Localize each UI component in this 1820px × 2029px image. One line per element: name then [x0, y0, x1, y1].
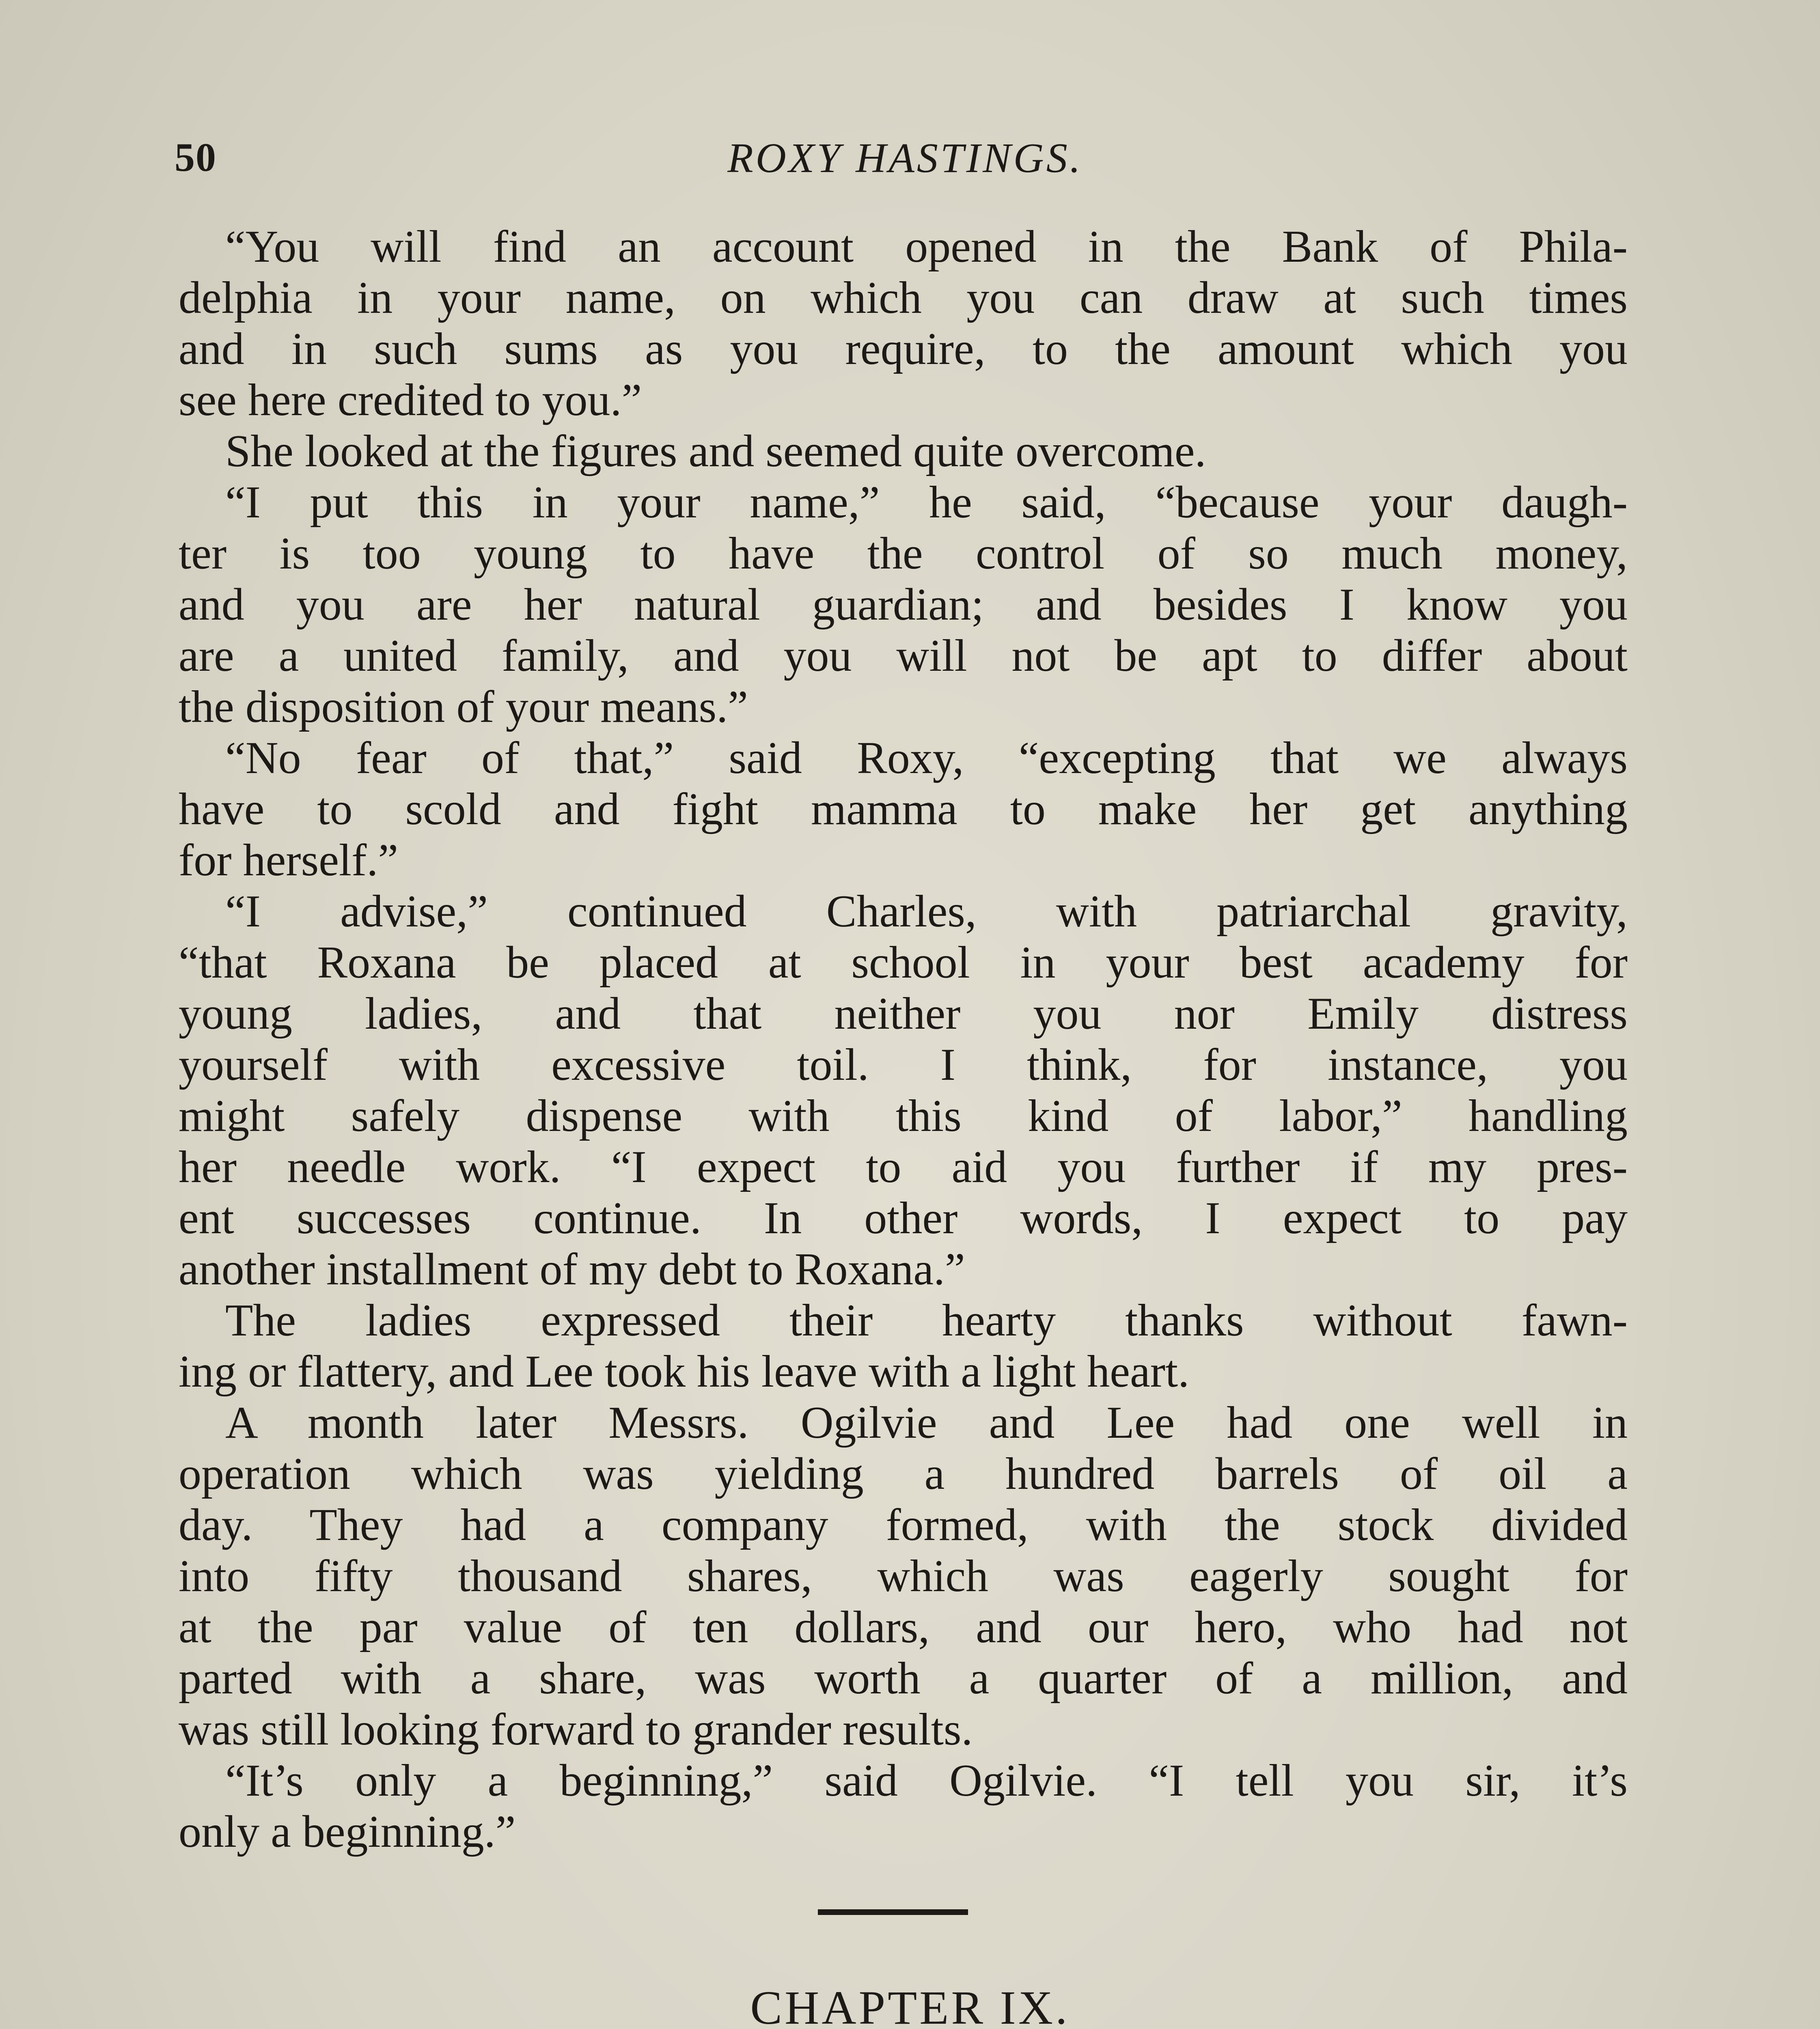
page-number: 50: [175, 135, 217, 180]
body-text-section-1: [179, 221, 1628, 1857]
text-line: another installment of my debt to Roxana.”: [179, 1244, 965, 1295]
text-line: operation which was yielding a hundred barrels of oil a: [179, 1449, 1628, 1499]
text-line: “that Roxana be placed at school in your best academy for: [179, 937, 1628, 988]
text-line: the disposition of your means.”: [179, 682, 748, 732]
text-line: for herself.”: [179, 835, 399, 885]
text-line: was still looking forward to grander results.: [179, 1704, 973, 1755]
text-line: into fifty thousand shares, which was eagerly sought for: [179, 1551, 1628, 1601]
text-line: might safely dispense with this kind of labor,” handling: [179, 1091, 1628, 1141]
paragraph: [179, 886, 1628, 1295]
paragraph: [179, 477, 1628, 732]
paragraph: [179, 732, 1628, 886]
text-line: ent successes continue. In other words, I expect to pay: [179, 1193, 1628, 1243]
text-line: “I advise,” continued Charles, with patriarchal gravity,: [225, 886, 1628, 937]
text-line: “It’s only a beginning,” said Ogilvie. “I tell you sir, it’s: [225, 1755, 1628, 1806]
text-line: ing or flattery, and Lee took his leave with a light heart.: [179, 1346, 1190, 1397]
paragraph: [179, 1755, 1628, 1857]
text-line: ter is too young to have the control of so much money,: [179, 528, 1628, 579]
paragraph: [179, 426, 1628, 477]
running-head: [175, 134, 1636, 191]
paragraph: [179, 1295, 1628, 1397]
paragraph: [179, 221, 1628, 426]
text-line: “I put this in your name,” he said, “because your daugh-: [225, 477, 1628, 528]
text-line: A month later Messrs. Ogilvie and Lee had one well in: [225, 1398, 1628, 1448]
text-line: “You will find an account opened in the Bank of Phila-: [225, 222, 1628, 272]
text-line: and in such sums as you require, to the amount which you: [179, 324, 1628, 374]
running-title: ROXY HASTINGS.: [727, 135, 1083, 181]
text-line: “No fear of that,” said Roxy, “excepting that we always: [225, 733, 1628, 783]
paragraph: [179, 1397, 1628, 1755]
text-line: at the par value of ten dollars, and our hero, who had not: [179, 1602, 1628, 1652]
text-line: have to scold and fight mamma to make her get anything: [179, 784, 1628, 834]
text-line: her needle work. “I expect to aid you further if my pres-: [179, 1142, 1628, 1192]
chapter-title: CHAPTER IX.: [750, 1981, 1070, 2029]
text-line: The ladies expressed their hearty thanks without fawn-: [225, 1295, 1628, 1346]
section-divider-rule: [818, 1909, 968, 1915]
text-line: She looked at the figures and seemed quite overcome.: [225, 426, 1206, 476]
text-line: young ladies, and that neither you nor Emily distress: [179, 989, 1628, 1039]
text-line: day. They had a company formed, with the stock divided: [179, 1500, 1628, 1550]
text-line: delphia in your name, on which you can draw at such times: [179, 273, 1628, 323]
text-line: only a beginning.”: [179, 1807, 516, 1857]
text-line: are a united family, and you will not be apt to differ about: [179, 631, 1628, 681]
text-line: parted with a share, was worth a quarter of a million, and: [179, 1653, 1628, 1704]
text-line: see here credited to you.”: [179, 375, 642, 425]
text-line: and you are her natural guardian; and besides I know you: [179, 579, 1628, 630]
text-line: yourself with excessive toil. I think, for instance, you: [179, 1040, 1628, 1090]
